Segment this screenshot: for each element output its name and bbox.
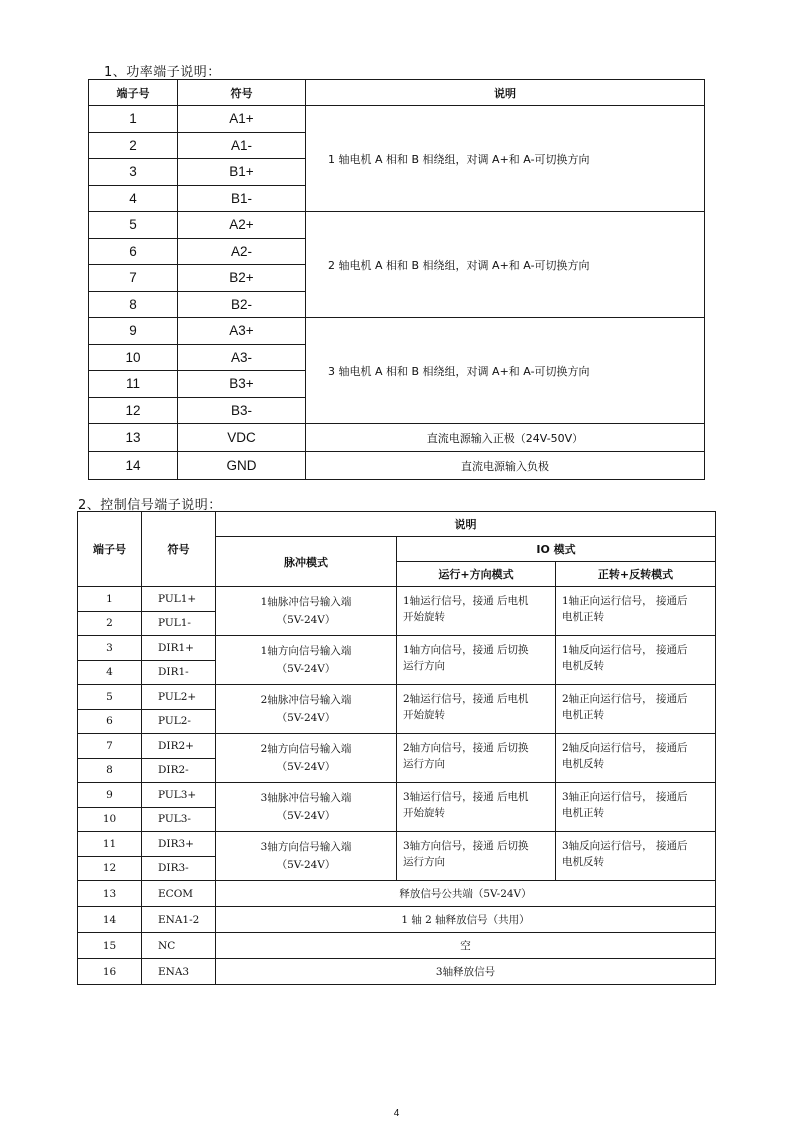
terminal-sym: DIR3-: [142, 856, 216, 881]
col-header-num: 端子号: [78, 512, 142, 587]
table-row: [78, 636, 716, 661]
terminal-num: 9: [78, 783, 142, 808]
terminal-desc: 2 轴电机 A 相和 B 相绕组，对调 A+和 A-可切换方向: [306, 212, 705, 318]
run-dir-desc: 3轴方向信号，接通 后切换 运行方向: [397, 832, 556, 881]
terminal-sym: PUL2+: [142, 685, 216, 710]
table-row: [78, 907, 716, 933]
terminal-num: 16: [78, 959, 142, 985]
terminal-sym: B3+: [178, 371, 306, 398]
terminal-sym: NC: [142, 933, 216, 959]
terminal-sym: B3-: [178, 397, 306, 424]
pulse-mode-desc: 3轴方向信号输入端 （5V-24V）: [216, 832, 397, 881]
terminal-sym: A2-: [178, 238, 306, 265]
terminal-num: 3: [78, 636, 142, 661]
terminal-sym: B2-: [178, 291, 306, 318]
col-header-pulse-mode: 脉冲模式: [216, 537, 397, 587]
terminal-num: 9: [89, 318, 178, 345]
terminal-num: 7: [78, 734, 142, 759]
terminal-sym: A3-: [178, 344, 306, 371]
fwd-rev-desc: 2轴反向运行信号， 接通后 电机反转: [556, 734, 716, 783]
terminal-sym: PUL3-: [142, 807, 216, 832]
table-row: [89, 106, 705, 133]
terminal-sym: B2+: [178, 265, 306, 292]
terminal-sym: A1+: [178, 106, 306, 133]
terminal-desc: 直流电源输入负极: [306, 452, 705, 480]
terminal-num: 10: [89, 344, 178, 371]
terminal-num: 3: [89, 159, 178, 186]
table-row: [78, 685, 716, 710]
table-row: [78, 587, 716, 612]
terminal-sym: DIR1-: [142, 660, 216, 685]
fwd-rev-desc: 3轴反向运行信号， 接通后 电机反转: [556, 832, 716, 881]
terminal-sym: DIR2-: [142, 758, 216, 783]
terminal-sym: A2+: [178, 212, 306, 239]
terminal-num: 10: [78, 807, 142, 832]
run-dir-desc: 3轴运行信号，接通 后电机 开始旋转: [397, 783, 556, 832]
terminal-num: 11: [89, 371, 178, 398]
terminal-sym: VDC: [178, 424, 306, 452]
terminal-num: 8: [89, 291, 178, 318]
run-dir-desc: 1轴方向信号，接通 后切换 运行方向: [397, 636, 556, 685]
table-row: [78, 881, 716, 907]
terminal-num: 4: [89, 185, 178, 212]
table-header-row: [78, 512, 716, 537]
col-header-sym: 符号: [142, 512, 216, 587]
table-row: [78, 832, 716, 857]
col-header-sym: 符号: [178, 80, 306, 106]
terminal-num: 1: [89, 106, 178, 133]
table-row: [78, 959, 716, 985]
terminal-desc: 直流电源输入正极（24V-50V）: [306, 424, 705, 452]
power-terminal-table: [88, 79, 705, 480]
table-row: [78, 734, 716, 759]
terminal-sym: ENA1-2: [142, 907, 216, 933]
terminal-num: 7: [89, 265, 178, 292]
terminal-desc: 3 轴电机 A 相和 B 相绕组，对调 A+和 A-可切换方向: [306, 318, 705, 424]
terminal-desc: 1 轴 2 轴释放信号（共用）: [216, 907, 716, 933]
terminal-desc: 1 轴电机 A 相和 B 相绕组，对调 A+和 A-可切换方向: [306, 106, 705, 212]
terminal-num: 12: [78, 856, 142, 881]
terminal-sym: ECOM: [142, 881, 216, 907]
page-number: 4: [393, 1108, 400, 1119]
terminal-num: 13: [89, 424, 178, 452]
terminal-num: 5: [78, 685, 142, 710]
col-header-run-dir-mode: 运行+方向模式: [397, 562, 556, 587]
terminal-desc: 空: [216, 933, 716, 959]
col-header-num: 端子号: [89, 80, 178, 106]
terminal-num: 2: [89, 132, 178, 159]
terminal-desc: 释放信号公共端（5V-24V）: [216, 881, 716, 907]
fwd-rev-desc: 2轴正向运行信号， 接通后 电机正转: [556, 685, 716, 734]
pulse-mode-desc: 2轴脉冲信号输入端 （5V-24V）: [216, 685, 397, 734]
terminal-num: 15: [78, 933, 142, 959]
table-row: [78, 783, 716, 808]
pulse-mode-desc: 1轴脉冲信号输入端 （5V-24V）: [216, 587, 397, 636]
terminal-sym: B1+: [178, 159, 306, 186]
terminal-num: 4: [78, 660, 142, 685]
terminal-num: 5: [89, 212, 178, 239]
terminal-num: 6: [89, 238, 178, 265]
terminal-desc: 3轴释放信号: [216, 959, 716, 985]
pulse-mode-desc: 1轴方向信号输入端 （5V-24V）: [216, 636, 397, 685]
fwd-rev-desc: 1轴正向运行信号， 接通后 电机正转: [556, 587, 716, 636]
section1-title: 1、功率端子说明：: [104, 65, 221, 80]
fwd-rev-desc: 3轴正向运行信号， 接通后 电机正转: [556, 783, 716, 832]
terminal-num: 2: [78, 611, 142, 636]
terminal-sym: ENA3: [142, 959, 216, 985]
terminal-num: 14: [89, 452, 178, 480]
table-header-row: [89, 80, 705, 106]
terminal-num: 8: [78, 758, 142, 783]
terminal-num: 13: [78, 881, 142, 907]
terminal-sym: DIR1+: [142, 636, 216, 661]
terminal-sym: GND: [178, 452, 306, 480]
terminal-num: 11: [78, 832, 142, 857]
terminal-sym: B1-: [178, 185, 306, 212]
col-header-desc: 说明: [216, 512, 716, 537]
run-dir-desc: 2轴方向信号，接通 后切换 运行方向: [397, 734, 556, 783]
terminal-sym: DIR2+: [142, 734, 216, 759]
pulse-mode-desc: 3轴脉冲信号输入端 （5V-24V）: [216, 783, 397, 832]
terminal-sym: PUL1-: [142, 611, 216, 636]
table-row: [89, 424, 705, 452]
terminal-num: 12: [89, 397, 178, 424]
pulse-mode-desc: 2轴方向信号输入端 （5V-24V）: [216, 734, 397, 783]
col-header-io-mode: IO 模式: [397, 537, 716, 562]
col-header-desc: 说明: [306, 80, 705, 106]
control-signal-table: [77, 511, 716, 985]
terminal-sym: DIR3+: [142, 832, 216, 857]
table-row: [89, 318, 705, 345]
terminal-sym: PUL2-: [142, 709, 216, 734]
table-row: [89, 452, 705, 480]
fwd-rev-desc: 1轴反向运行信号， 接通后 电机反转: [556, 636, 716, 685]
terminal-num: 6: [78, 709, 142, 734]
run-dir-desc: 1轴运行信号，接通 后电机 开始旋转: [397, 587, 556, 636]
section2-title: 2、控制信号端子说明：: [78, 498, 222, 513]
terminal-num: 14: [78, 907, 142, 933]
terminal-sym: PUL1+: [142, 587, 216, 612]
table-row: [78, 933, 716, 959]
terminal-sym: PUL3+: [142, 783, 216, 808]
terminal-num: 1: [78, 587, 142, 612]
table-row: [89, 212, 705, 239]
col-header-fwd-rev-mode: 正转+反转模式: [556, 562, 716, 587]
terminal-sym: A3+: [178, 318, 306, 345]
run-dir-desc: 2轴运行信号，接通 后电机 开始旋转: [397, 685, 556, 734]
terminal-sym: A1-: [178, 132, 306, 159]
